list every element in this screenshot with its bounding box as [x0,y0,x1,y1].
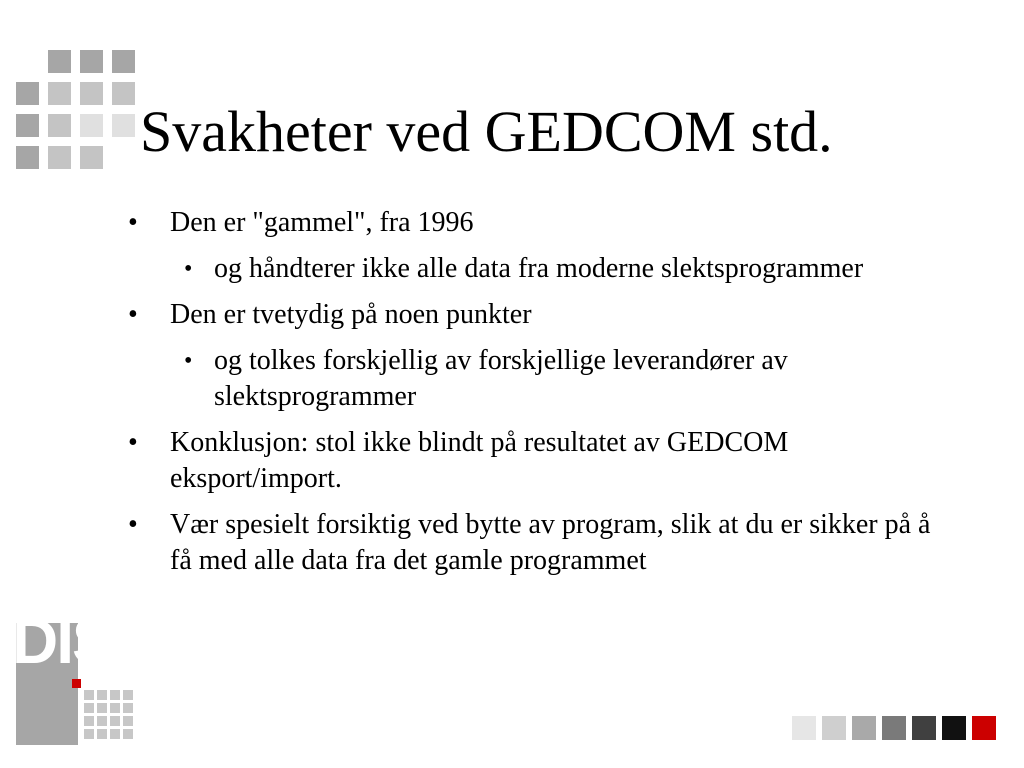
bullet-text: Den er "gammel", fra 1996 [170,207,474,238]
bullet-text: Vær spesielt forsiktig ved bytte av program, slik at du er sikker på å få med alle data fra det gamle programmet [170,509,931,576]
logo-mini-grid [84,690,136,742]
color-bar-square [882,716,906,740]
logo-mini-square [84,716,94,726]
bullet-icon: • [184,256,193,282]
bullet-item [128,205,958,241]
bullet-icon: • [128,207,138,238]
color-bar-square [942,716,966,740]
logo-mini-square [97,703,107,713]
bullet-icon: • [128,427,138,458]
logo-mini-square [84,690,94,700]
logo-mini-square [97,716,107,726]
logo-mini-square [97,690,107,700]
logo-mini-square [110,703,120,713]
bullet-icon: • [184,348,193,374]
color-bar-square [792,716,816,740]
grid-square [112,114,135,137]
color-bar-square [972,716,996,740]
bullet-item [128,507,958,579]
color-bar [792,716,1002,740]
grid-square [48,146,71,169]
logo-mini-square [97,729,107,739]
logo-mini-square [123,703,133,713]
grid-square [48,82,71,105]
grid-square [16,82,39,105]
bullet-icon: • [128,299,138,330]
grid-square [80,146,103,169]
color-bar-square [912,716,936,740]
color-bar-square [852,716,876,740]
logo-mini-square [84,703,94,713]
grid-square [48,114,71,137]
bullet-text: Den er tvetydig på noen punkter [170,299,532,330]
logo-mini-square [123,729,133,739]
grid-square [48,50,71,73]
logo-red-square [72,679,81,688]
grid-square [112,50,135,73]
grid-square [80,50,103,73]
logo-mini-square [110,716,120,726]
sub-bullet-item [128,343,958,415]
dis-logo [0,605,140,745]
bullet-item [128,425,958,497]
grid-square [112,82,135,105]
bullet-icon: • [128,509,138,540]
decorative-square-grid [0,0,150,180]
logo-mini-square [110,690,120,700]
sub-bullet-item [128,251,958,287]
grid-square [80,82,103,105]
logo-mini-square [123,716,133,726]
grid-square [80,114,103,137]
logo-mini-square [84,729,94,739]
color-bar-square [822,716,846,740]
logo-mini-square [123,690,133,700]
bullet-list [128,205,958,589]
bullet-item [128,297,958,333]
bullet-text: og håndterer ikke alle data fra moderne slektsprogrammer [214,253,864,284]
logo-text: DIS [12,605,113,677]
bullet-text: og tolkes forskjellig av forskjellige leverandører av slektsprogrammer [214,345,788,412]
bullet-text: Konklusjon: stol ikke blindt på resultatet av GEDCOM eksport/import. [170,427,789,494]
grid-square [16,114,39,137]
slide-title: Svakheter ved GEDCOM std. [140,99,833,164]
logo-mini-square [110,729,120,739]
grid-square [16,146,39,169]
